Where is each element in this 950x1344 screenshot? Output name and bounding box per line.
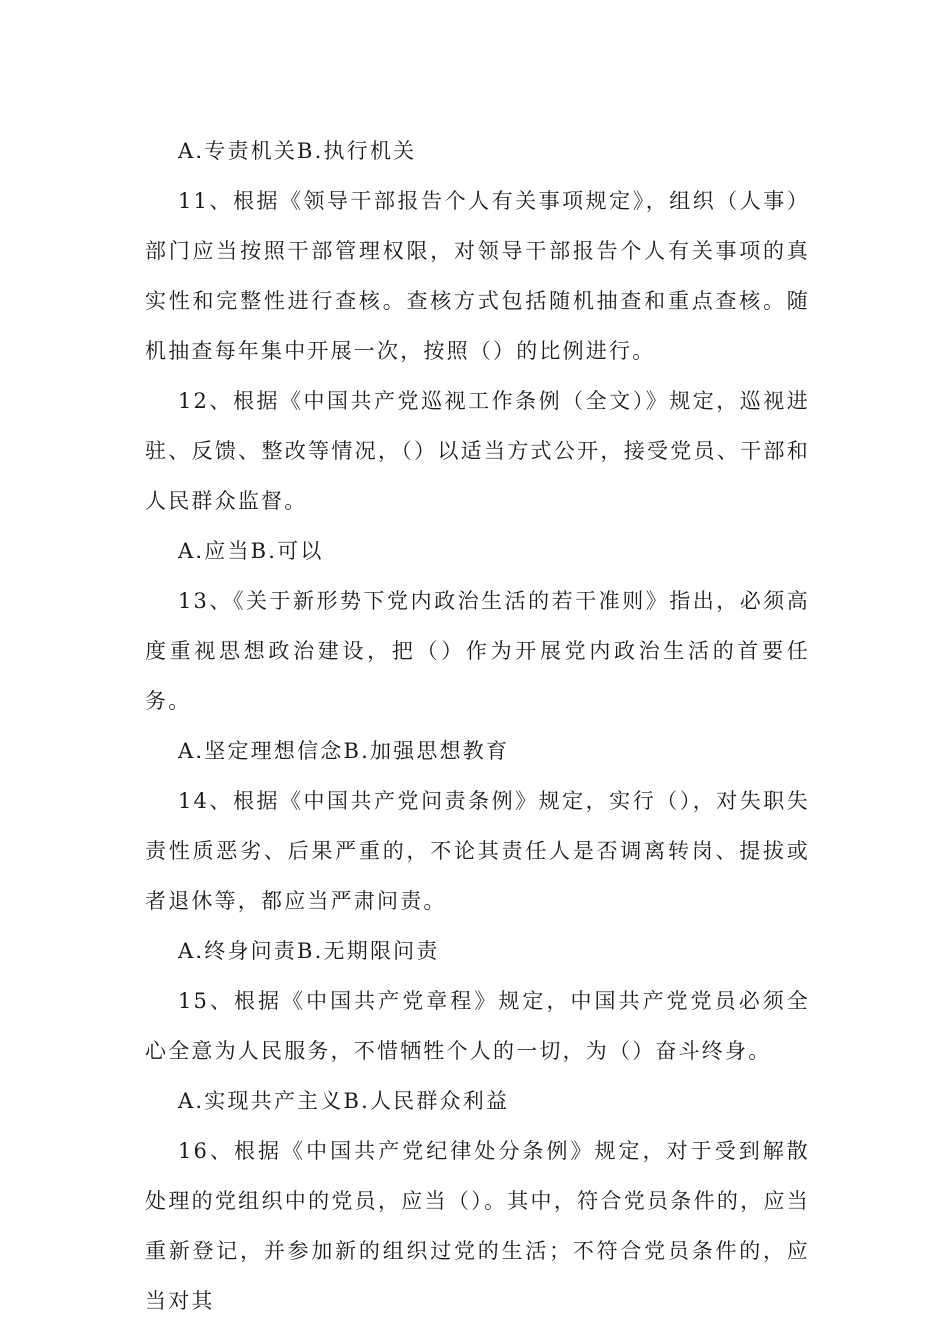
- answer-options-14: A.终身问责B.无期限问责: [178, 939, 440, 963]
- question-14: 14、根据《中国共产党问责条例》规定，实行（），对失职失责性质恶劣、后果严重的，不论其责任人是否调离转岗、提拔或者退休等，都应当严肃问责。: [145, 789, 810, 913]
- document-body: [145, 126, 810, 1326]
- question-15: 15、根据《中国共产党章程》规定，中国共产党党员必须全心全意为人民服务，不惜牺牲个人的一切，为（）奋斗终身。: [145, 989, 810, 1063]
- question-12: 12、根据《中国共产党巡视工作条例（全文）》规定，巡视进驻、反馈、整改等情况，（）以适当方式公开，接受党员、干部和人民群众监督。: [145, 389, 810, 513]
- answer-options-13: A.坚定理想信念B.加强思想教育: [178, 739, 510, 763]
- answer-options-12: A.应当B.可以: [178, 539, 324, 563]
- question-11: 11、根据《领导干部报告个人有关事项规定》，组织（人事）部门应当按照干部管理权限，对领导干部报告个人有关事项的真实性和完整性进行查核。查核方式包括随机抽查和重点查核。随机抽查每年集中开展一次，按照（）的比例进行。: [145, 189, 810, 363]
- question-13: 13、《关于新形势下党内政治生活的若干准则》指出，必须高度重视思想政治建设，把（）作为开展党内政治生活的首要任务。: [145, 589, 810, 713]
- answer-options-15: A.实现共产主义B.人民群众利益: [178, 1089, 510, 1113]
- question-16: 16、根据《中国共产党纪律处分条例》规定，对于受到解散处理的党组织中的党员，应当（）。其中，符合党员条件的，应当重新登记，并参加新的组织过党的生活；不符合党员条件的，应当对其: [145, 1139, 810, 1313]
- answer-options-10: A.专责机关B.执行机关: [178, 139, 417, 163]
